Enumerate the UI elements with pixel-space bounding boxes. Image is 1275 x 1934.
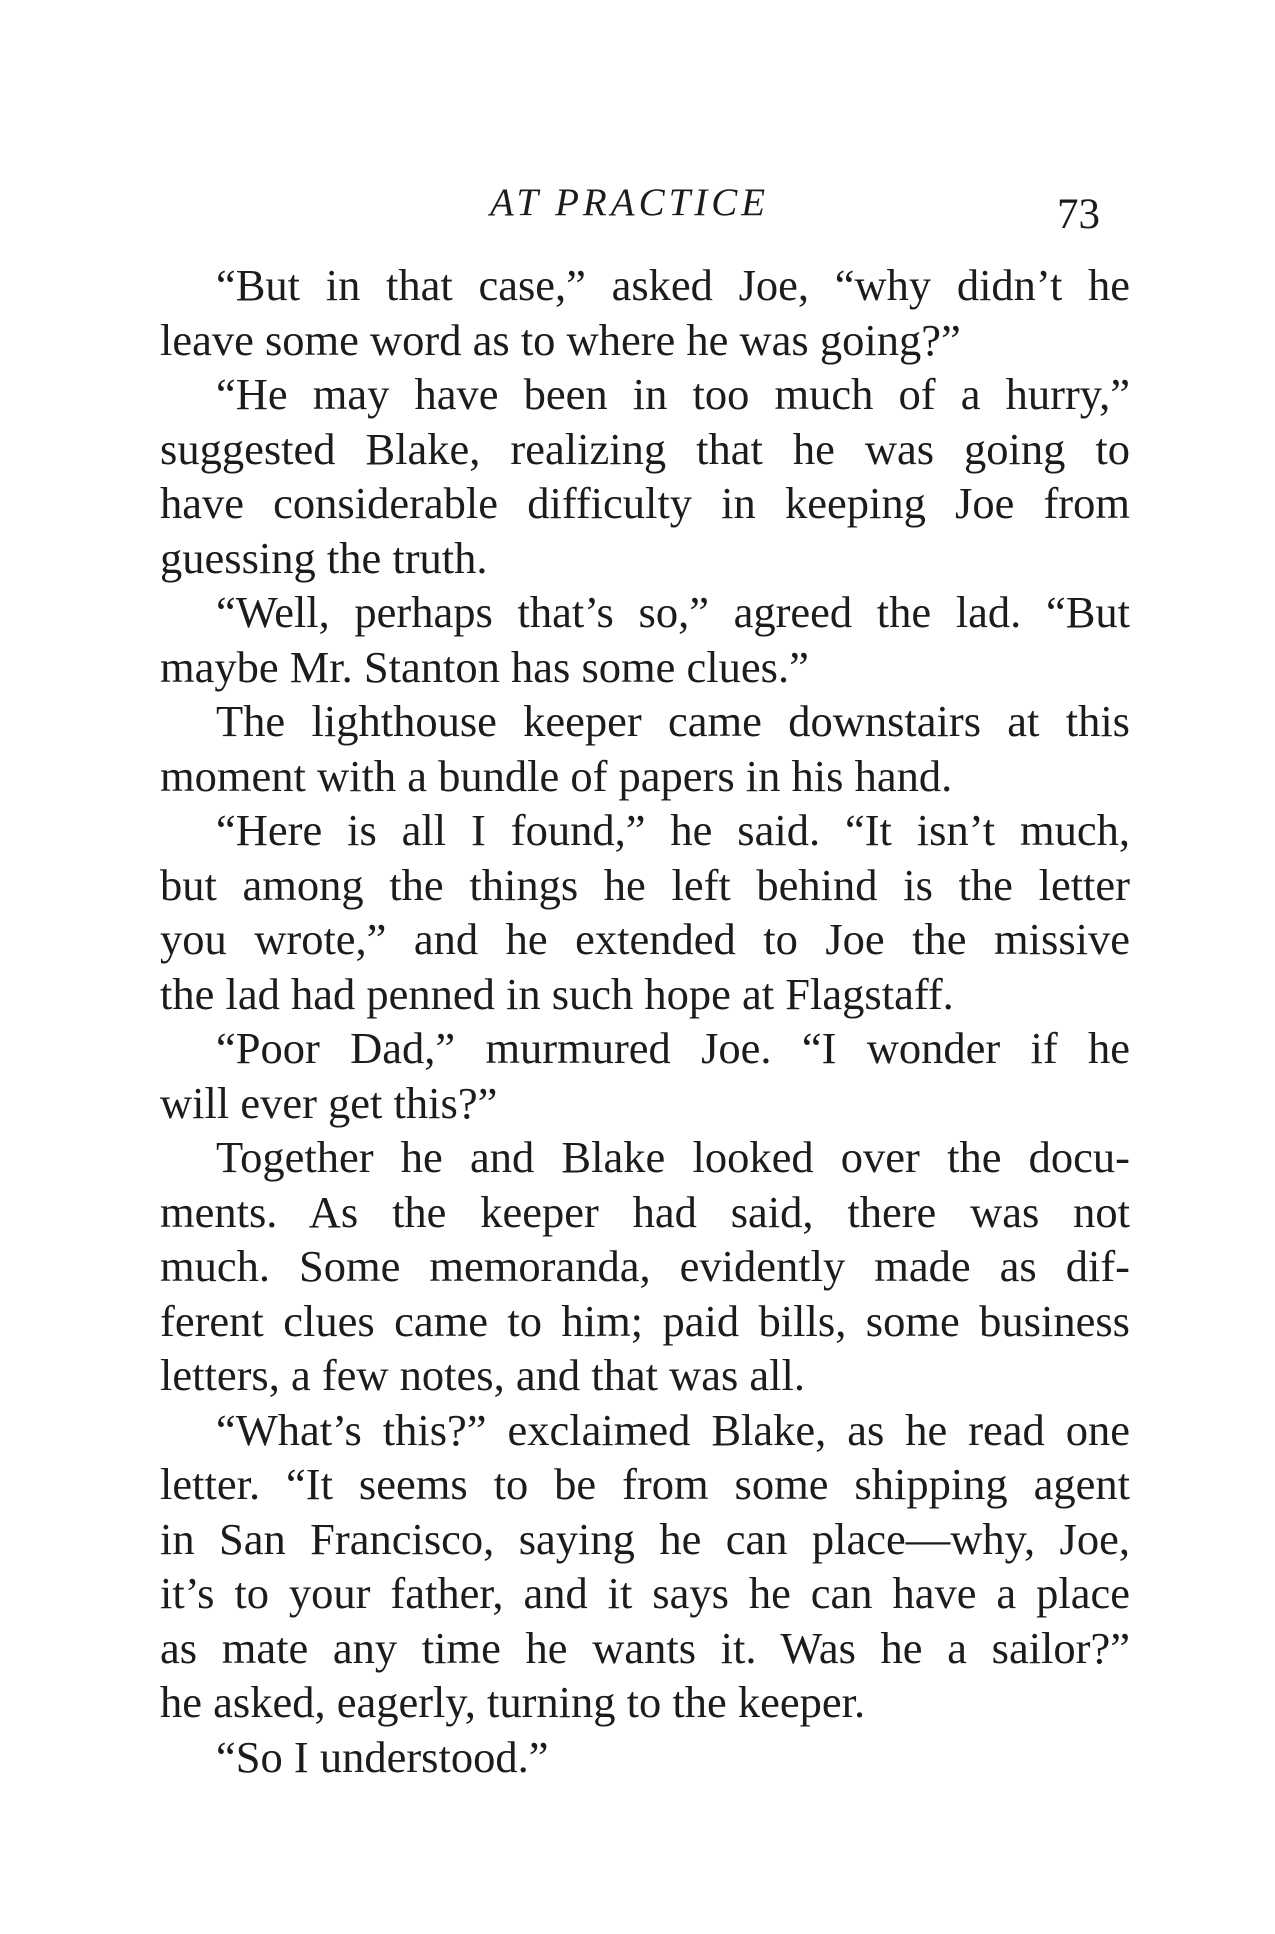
text-line: letter. “It seems to be from some shipping agent <box>160 1459 1130 1509</box>
text-line: in San Francisco, saying he can place—why, Joe, <box>160 1513 1130 1564</box>
text-line: much. Some memoranda, evidently made as dif- <box>160 1241 1130 1291</box>
text-line: “What’s this?” exclaimed Blake, as he read one <box>216 1404 1130 1455</box>
text-line: you wrote,” and he extended to Joe the missive <box>160 914 1130 964</box>
text-line: will ever get this?” <box>160 1077 498 1128</box>
text-line: Together he and Blake looked over the docu- <box>216 1132 1130 1182</box>
text-line: moment with a bundle of papers in his hand. <box>160 750 953 801</box>
text-line: suggested Blake, realizing that he was going to <box>160 423 1130 474</box>
text-line: the lad had penned in such hope at Flagstaff. <box>160 968 954 1019</box>
running-title: AT PRACTICE <box>490 181 770 224</box>
text-line: “So I understood.” <box>216 1731 549 1782</box>
text-line: “He may have been in too much of a hurry,” <box>216 369 1130 419</box>
text-line: ferent clues came to him; paid bills, some business <box>160 1295 1130 1346</box>
text-line: as mate any time he wants it. Was he a sailor?” <box>160 1622 1130 1673</box>
text-line: “But in that case,” asked Joe, “why didn’t he <box>216 260 1130 310</box>
text-line: “Here is all I found,” he said. “It isn’t much, <box>216 805 1130 855</box>
body-text <box>160 258 1130 1784</box>
text-line: The lighthouse keeper came downstairs at this <box>216 696 1130 746</box>
text-line: but among the things he left behind is the letter <box>160 859 1130 910</box>
text-line: he asked, eagerly, turning to the keeper. <box>160 1677 866 1727</box>
text-line: letters, a few notes, and that was all. <box>160 1350 806 1400</box>
page-number: 73 <box>1057 191 1100 238</box>
text-line: leave some word as to where he was going?” <box>160 314 961 365</box>
text-line: ments. As the keeper had said, there was not <box>160 1186 1130 1237</box>
text-line: guessing the truth. <box>160 532 488 583</box>
text-line: maybe Mr. Stanton has some clues.” <box>160 641 809 692</box>
text-line: “Poor Dad,” murmured Joe. “I wonder if he <box>216 1023 1130 1073</box>
text-line: it’s to your father, and it says he can have a place <box>160 1568 1130 1618</box>
text-line: have considerable difficulty in keeping Joe from <box>160 478 1130 528</box>
text-line: “Well, perhaps that’s so,” agreed the lad. “But <box>216 587 1130 637</box>
